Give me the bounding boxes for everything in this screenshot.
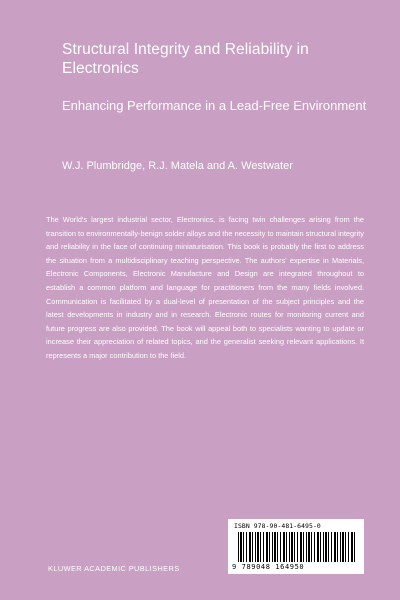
barcode-panel (228, 519, 364, 574)
book-subtitle: Enhancing Performance in a Lead-Free Environment (62, 98, 367, 113)
isbn-label: ISBN 978-90-481-6495-0 (234, 522, 321, 530)
book-blurb: The World's largest industrial sector, Electronics, is facing twin challenges arising from the transition to environmentally-benign solder alloys and the necessity to maintain structural integrity and reliability in the face of continuing miniaturisation. This book is probably the first to address the situation from a multidisciplinary teaching perspective. The authors' expertise in Materials, Electronic Components, Electronic Manufacture and Design are integrated throughout to establish a common platform and language for practitioners from the many fields involved. Communication is facilitated by a dual-level of presentation of the subject principles and the latest developments in industry and in research. Electronic routes for monitoring current and future progress are also provided. The book will appeal both to specialists wanting to update or increase their appreciation of related topics, and the generalist seeking relevant applications. It represents a major contribution to the field. (46, 215, 364, 360)
book-authors: W.J. Plumbridge, R.J. Matela and A. Westwater (62, 160, 293, 172)
publisher-name: KLUWER ACADEMIC PUBLISHERS (48, 564, 180, 573)
book-title: Structural Integrity and Reliability in Electronics (62, 41, 309, 77)
barcode-icon (238, 532, 356, 562)
barcode-number: 9 789048 164950 (232, 563, 305, 571)
